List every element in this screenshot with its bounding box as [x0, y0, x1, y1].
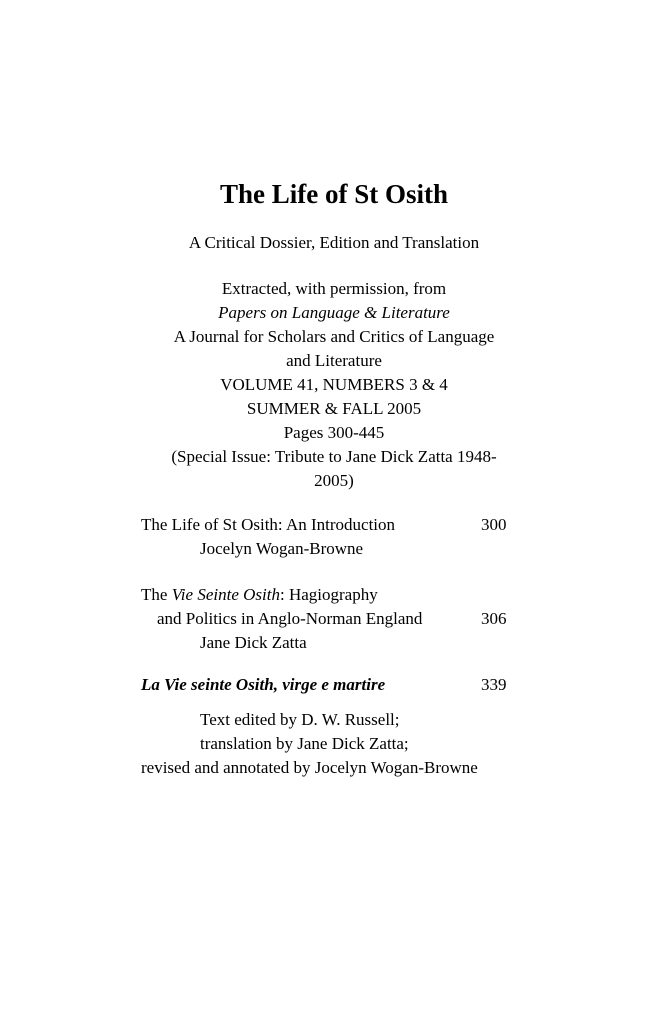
toc-entry-title-line-2: [141, 607, 541, 631]
volume-line: VOLUME 41, NUMBERS 3 & 4: [220, 375, 448, 394]
toc-entry-title-line: [141, 583, 541, 607]
journal-title: Papers on Language & Literature: [218, 303, 450, 322]
toc-entry-title-line: [141, 673, 541, 697]
special-issue-line-2: 2005): [314, 471, 354, 490]
toc-entry-title: The Life of St Osith: An Introduction: [141, 515, 396, 534]
toc-entry-title: La Vie seinte Osith, virge e martire: [141, 675, 386, 694]
toc-entry-page: 300: [481, 515, 507, 534]
toc-entry-author: Jane Dick Zatta: [200, 633, 307, 652]
toc-entry-hagiography: [141, 583, 541, 655]
journal-description-line-1: A Journal for Scholars and Critics of Language: [173, 327, 495, 346]
source-block: [0, 277, 668, 493]
journal-description-line-2: and Literature: [286, 351, 382, 370]
toc-entry-title-italic: Vie Seinte Osith: [171, 585, 280, 604]
source-intro: Extracted, with permission, from: [221, 279, 447, 298]
toc-entry-introduction: [141, 513, 541, 561]
toc-entry-title-line: [141, 513, 541, 537]
edition-credits: [141, 708, 541, 780]
toc-entry-author: Jocelyn Wogan-Browne: [200, 539, 364, 558]
special-issue-line-1: (Special Issue: Tribute to Jane Dick Zatta 1948-: [171, 447, 497, 466]
table-of-contents: [141, 513, 541, 697]
toc-entry-title-prefix: The: [141, 585, 172, 604]
credit-editor: Text edited by D. W. Russell;: [200, 710, 400, 729]
credit-annotator: revised and annotated by Jocelyn Wogan-Browne: [141, 758, 478, 777]
pages-line: Pages 300-445: [283, 423, 385, 442]
page-title: The Life of St Osith: [219, 179, 448, 209]
toc-entry-page: 339: [481, 675, 507, 694]
toc-entry-title-continued: and Politics in Anglo-Norman England: [157, 609, 423, 628]
season-line: SUMMER & FALL 2005: [246, 399, 422, 418]
toc-entry-edition: [141, 673, 541, 697]
toc-entry-title-suffix: : Hagiography: [279, 585, 378, 604]
subtitle: A Critical Dossier, Edition and Translation: [188, 233, 480, 252]
credit-translator: translation by Jane Dick Zatta;: [200, 734, 409, 753]
toc-entry-page: 306: [481, 609, 507, 628]
